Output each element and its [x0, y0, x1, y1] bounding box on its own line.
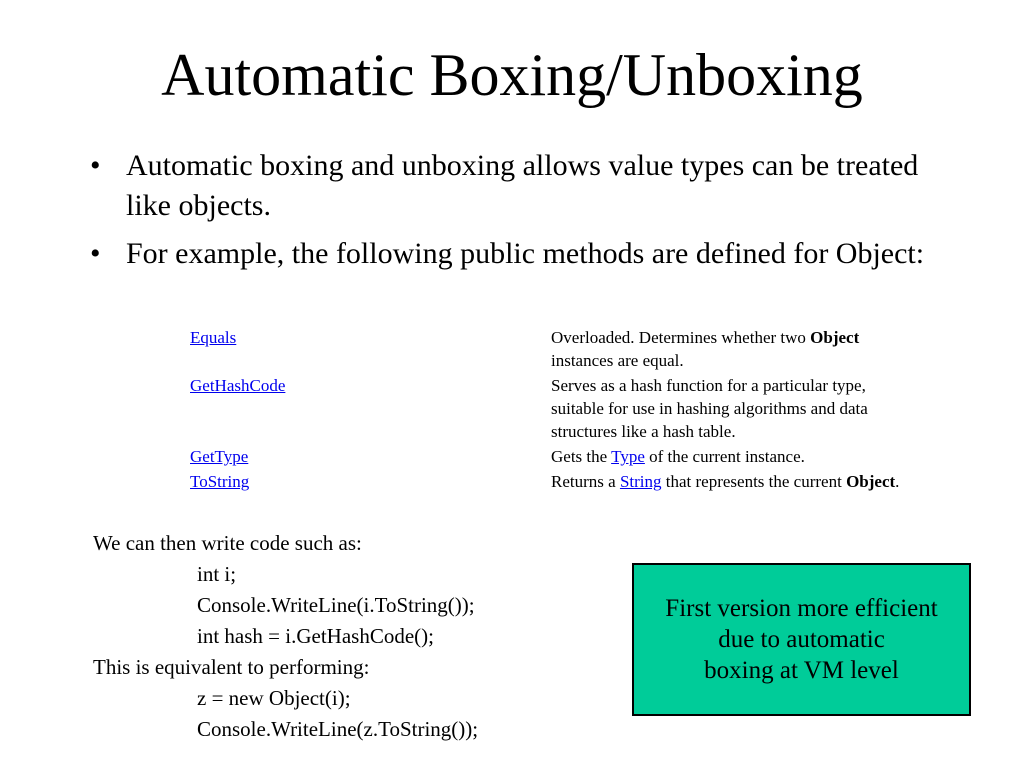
bullet-text: For example, the following public methods are defined for Object: [126, 237, 925, 270]
method-name-cell [190, 470, 551, 493]
bullet-marker: • [90, 237, 101, 270]
code-line: z = new Object(i); [197, 686, 351, 710]
method-row-equals [190, 326, 930, 372]
method-name-cell [190, 374, 551, 443]
method-link-gettype[interactable]: GetType [190, 447, 249, 466]
desc-text: of the current instance. [644, 447, 805, 466]
desc-text: . [895, 472, 900, 491]
desc-text: instances are equal. [551, 351, 684, 370]
desc-bold-object: Object [810, 328, 860, 347]
code-intro: We can then write code such as: [93, 531, 362, 555]
code-equivalent-label: This is equivalent to performing: [93, 655, 370, 679]
code-example [93, 528, 478, 745]
method-link-tostring[interactable]: ToString [190, 472, 250, 491]
desc-text: Returns a [551, 472, 620, 491]
method-description [551, 374, 911, 443]
methods-table [190, 326, 930, 495]
desc-bold-object: Object [846, 472, 896, 491]
method-link-equals[interactable]: Equals [190, 328, 237, 347]
note-line: due to automatic [718, 626, 885, 653]
efficiency-note-box [632, 563, 971, 716]
desc-text: Serves as a hash function for a particular type, suitable for use in hashing algorithms and data structures like a hash table. [551, 376, 868, 441]
method-row-gettype [190, 445, 930, 468]
method-row-tostring [190, 470, 930, 493]
code-line: Console.WriteLine(i.ToString()); [197, 593, 475, 617]
type-link[interactable]: Type [611, 447, 645, 466]
code-line: int i; [197, 562, 237, 586]
bullet-marker: • [90, 149, 101, 182]
method-name-cell [190, 326, 551, 372]
desc-text: that represents the current [661, 472, 847, 491]
string-link[interactable]: String [619, 472, 662, 491]
bullet-text: Automatic boxing and unboxing allows value types can be treated like objects. [126, 149, 919, 222]
desc-text: Gets the [551, 447, 612, 466]
bullet-list [90, 146, 960, 282]
bullet-item [90, 146, 960, 226]
desc-text: Overloaded. Determines whether two [551, 328, 811, 347]
method-row-gethashcode [190, 374, 930, 443]
method-link-gethashcode[interactable]: GetHashCode [190, 376, 286, 395]
note-line: boxing at VM level [704, 657, 899, 684]
method-description [551, 445, 911, 468]
slide-title: Automatic Boxing/Unboxing [161, 42, 863, 108]
code-line: Console.WriteLine(z.ToString()); [197, 717, 479, 741]
note-line: First version more efficient [665, 595, 938, 622]
method-name-cell [190, 445, 551, 468]
code-line: int hash = i.GetHashCode(); [197, 624, 434, 648]
method-description [551, 470, 911, 493]
bullet-item [90, 234, 960, 274]
method-description [551, 326, 911, 372]
